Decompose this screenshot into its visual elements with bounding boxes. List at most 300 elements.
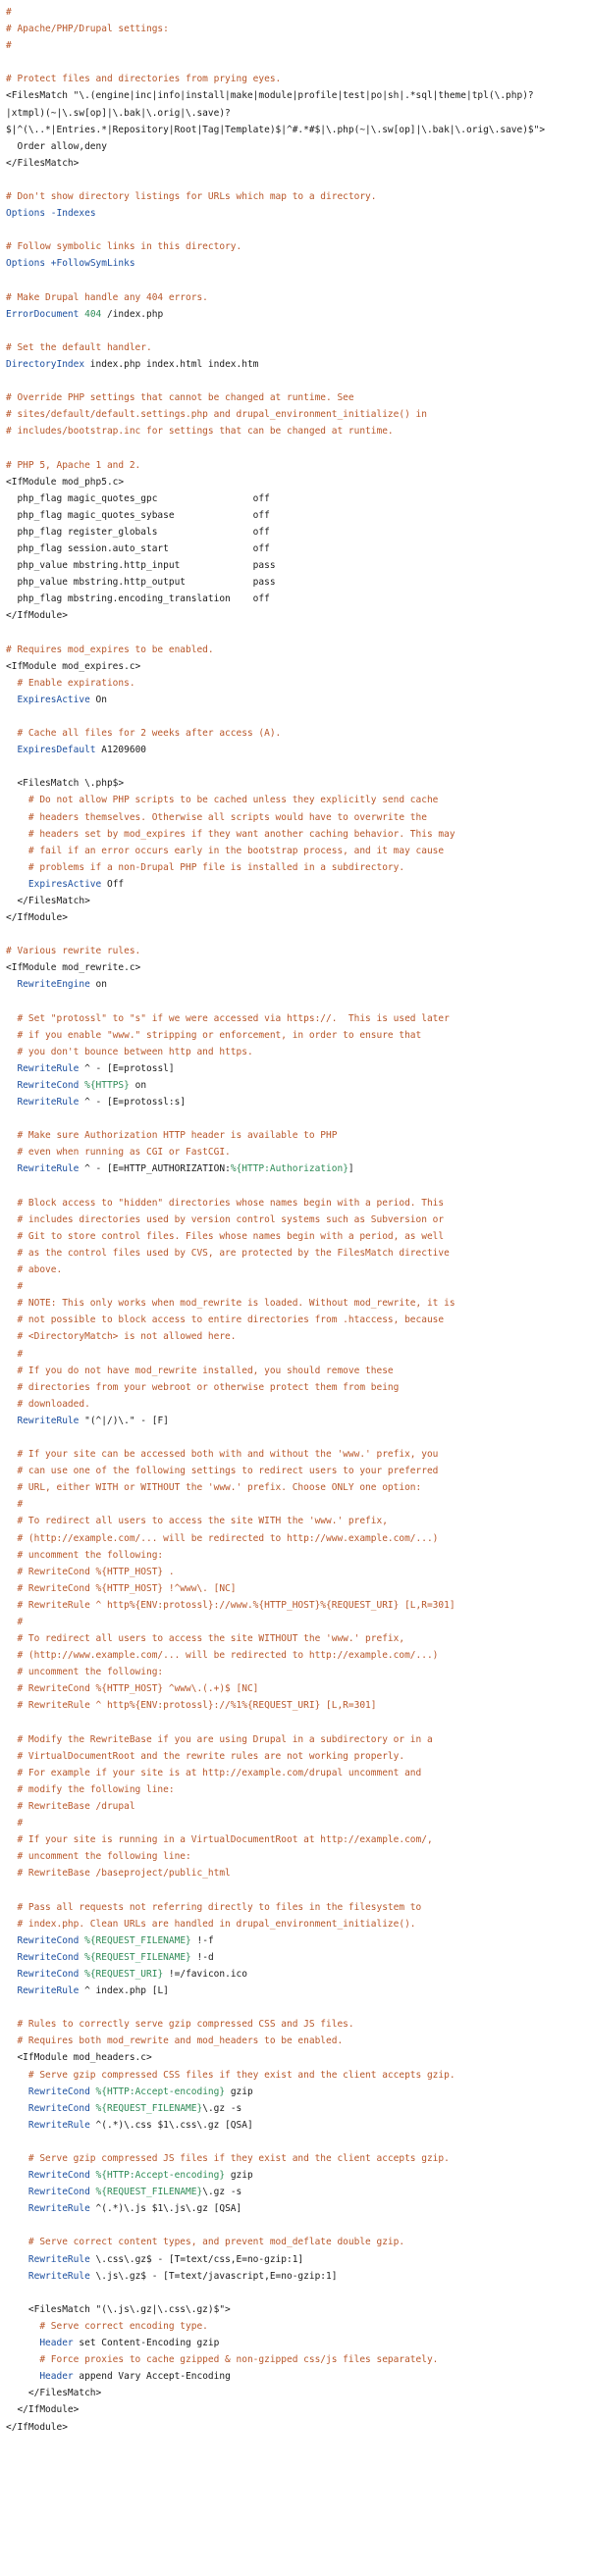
code-line xyxy=(6,273,583,289)
code-line xyxy=(6,1160,583,1177)
comment-token: # uncomment the following line: xyxy=(6,1851,191,1863)
comment-token: # includes/bootstrap.inc for settings that can be changed at runtime. xyxy=(6,426,394,438)
comment-token: # RewriteCond %{HTTP_HOST} !^www\. [NC] xyxy=(6,1582,237,1594)
code-line xyxy=(6,1010,583,1027)
comment-token: # Set "protossl" to "s" if we were accessed via https://. This is used later xyxy=(6,1012,450,1024)
comment-token: # problems if a non-Drupal PHP file is installed in a subdirectory. xyxy=(6,861,405,873)
code-line xyxy=(6,1060,583,1077)
code-line xyxy=(6,188,583,205)
comment-token: # not possible to block access to entire directories from .htaccess, because xyxy=(6,1314,445,1326)
code-line xyxy=(6,1463,583,1479)
comment-token: # RewriteCond %{HTTP_HOST} ^www\.(.+)$ [NC] xyxy=(6,1683,259,1695)
code-line xyxy=(6,1077,583,1094)
code-line xyxy=(6,692,583,708)
code-line xyxy=(6,238,583,255)
variable-token: %{HTTP:Accept-encoding} xyxy=(95,2170,226,2182)
directive-token: RewriteRule xyxy=(17,1062,80,1074)
code-line xyxy=(6,2285,583,2301)
comment-token: # If your site is running in a VirtualDocumentRoot at http://example.com/, xyxy=(6,1834,433,1846)
code-line xyxy=(6,1429,583,1446)
code-line xyxy=(6,222,583,238)
code-line xyxy=(6,1983,583,1999)
code-token: <FilesMatch \.php$> xyxy=(6,778,125,790)
comment-token: # sites/default/default.settings.php and drupal_environment_initialize() in xyxy=(6,409,427,421)
code-line xyxy=(6,2268,583,2285)
variable-token: %{REQUEST_FILENAME} xyxy=(95,2102,203,2114)
code-line xyxy=(6,557,583,574)
code-token: <IfModule mod_headers.c> xyxy=(6,2052,152,2064)
code-line xyxy=(6,155,583,172)
comment-token: # To redirect all users to access the site WITHOUT the 'www.' prefix, xyxy=(6,1633,405,1645)
code-line xyxy=(6,2385,583,2401)
code-token: gzip xyxy=(225,2170,253,2182)
code-line xyxy=(6,574,583,591)
code-token: set Content-Encoding gzip xyxy=(73,2338,220,2349)
comment-token: # fail if an error occurs early in the bootstrap process, and it may cause xyxy=(6,845,445,856)
code-line xyxy=(6,893,583,909)
code-token: </IfModule> xyxy=(6,610,68,622)
code-line xyxy=(6,122,583,138)
comment-token: # Block access to "hidden" directories whose names begin with a period. This xyxy=(6,1197,445,1209)
code-token: index.php index.html index.htm xyxy=(84,358,259,370)
code-line xyxy=(6,607,583,624)
code-line xyxy=(6,105,583,122)
code-line xyxy=(6,2251,583,2268)
code-line xyxy=(6,323,583,339)
code-line xyxy=(6,876,583,893)
code-token: /index.php xyxy=(101,308,164,320)
code-line xyxy=(6,959,583,976)
code-line xyxy=(6,2301,583,2318)
code-line xyxy=(6,1999,583,2016)
code-line xyxy=(6,758,583,775)
directive-token: RewriteCond xyxy=(27,2187,90,2198)
directive-token: RewriteRule xyxy=(17,1097,80,1108)
code-token: !-f xyxy=(190,1934,214,1946)
code-token: </IfModule> xyxy=(6,912,68,924)
code-line xyxy=(6,2368,583,2385)
code-line xyxy=(6,373,583,389)
code-line xyxy=(6,859,583,876)
code-token: ] xyxy=(348,1163,354,1175)
code-line xyxy=(6,658,583,675)
directive-token: Options xyxy=(6,258,46,270)
comment-token: # VirtualDocumentRoot and the rewrite rules are not working properly. xyxy=(6,1750,405,1762)
code-line xyxy=(6,1094,583,1110)
code-token xyxy=(6,1080,17,1091)
code-line xyxy=(6,1110,583,1127)
code-line xyxy=(6,1479,583,1496)
code-line xyxy=(6,2318,583,2335)
code-token: <IfModule mod_php5.c> xyxy=(6,476,125,488)
comment-token: # (http://www.example.com/... will be redirected to http://example.com/...) xyxy=(6,1650,439,1662)
code-line xyxy=(6,457,583,474)
directive-token: Header xyxy=(39,2371,74,2383)
code-token xyxy=(6,2170,28,2181)
code-line xyxy=(6,2234,583,2250)
comment-token: # Make Drupal handle any 404 errors. xyxy=(6,291,208,303)
code-line xyxy=(6,2100,583,2117)
code-token: On xyxy=(89,694,107,705)
code-line xyxy=(6,1312,583,1328)
code-token: \.js\.gz$ - [T=text/javascript,E=no-gzip:1] xyxy=(89,2270,338,2282)
code-token: <IfModule mod_expires.c> xyxy=(6,660,141,672)
directive-token: Options xyxy=(6,208,46,220)
code-line xyxy=(6,439,583,456)
comment-token: # can use one of the following settings to redirect users to your preferred xyxy=(6,1466,439,1477)
code-line xyxy=(6,1044,583,1060)
code-line xyxy=(6,389,583,406)
code-token: php_flag mbstring.encoding_translation off xyxy=(6,593,270,605)
code-token xyxy=(6,1163,17,1174)
comment-token: # NOTE: This only works when mod_rewrite is loaded. Without mod_rewrite, it is xyxy=(6,1298,455,1310)
code-token: append Vary Accept-Encoding xyxy=(73,2371,231,2383)
code-token: Order allow,deny xyxy=(6,140,107,152)
directive-token: -Indexes xyxy=(50,208,96,220)
code-token: !-d xyxy=(190,1951,214,1963)
directive-token: DirectoryIndex xyxy=(6,358,85,370)
directive-token: RewriteRule xyxy=(27,2270,90,2282)
comment-token: # Do not allow PHP scripts to be cached unless they explicitly send cache xyxy=(6,795,439,806)
comment-token: # xyxy=(6,1348,24,1360)
code-line xyxy=(6,2117,583,2134)
code-line xyxy=(6,675,583,692)
code-line xyxy=(6,1848,583,1865)
code-line xyxy=(6,524,583,541)
code-line xyxy=(6,1966,583,1983)
directive-token: RewriteCond xyxy=(27,2102,90,2114)
code-line xyxy=(6,1680,583,1697)
comment-token: # Git to store control files. Files whose names begin with a period, as well xyxy=(6,1230,445,1242)
directive-token: RewriteCond xyxy=(17,1951,80,1963)
comment-token: # Serve gzip compressed JS files if they exist and the client accepts gzip. xyxy=(6,2153,450,2164)
code-token: Off xyxy=(101,878,125,890)
code-line xyxy=(6,1697,583,1714)
code-line xyxy=(6,624,583,641)
code-line xyxy=(6,1564,583,1580)
code-token: </IfModule> xyxy=(6,2421,68,2433)
code-token xyxy=(6,2103,28,2114)
code-token: ^(.*)\.css $1\.css\.gz [QSA] xyxy=(89,2119,253,2131)
code-token: php_flag magic_quotes_gpc off xyxy=(6,492,270,504)
code-line xyxy=(6,725,583,742)
comment-token: # PHP 5, Apache 1 and 2. xyxy=(6,459,141,471)
code-token xyxy=(6,879,28,890)
code-line xyxy=(6,1127,583,1144)
code-token xyxy=(6,1935,17,1946)
code-line xyxy=(6,1413,583,1429)
code-line xyxy=(6,2049,583,2066)
directive-token: RewriteRule xyxy=(17,1163,80,1175)
code-line xyxy=(6,71,583,87)
code-token: !=/favicon.ico xyxy=(163,1968,247,1980)
variable-token: %{REQUEST_URI} xyxy=(84,1968,164,1980)
code-line xyxy=(6,2150,583,2167)
comment-token: # Serve gzip compressed CSS files if they exist and the client accepts gzip. xyxy=(6,2069,455,2081)
code-line xyxy=(6,792,583,808)
code-line xyxy=(6,1396,583,1413)
code-line xyxy=(6,1346,583,1363)
code-token xyxy=(6,2254,28,2265)
code-token xyxy=(6,2271,28,2282)
code-token: \.gz -s xyxy=(202,2102,242,2114)
comment-token: # downloaded. xyxy=(6,1398,90,1410)
directive-token: RewriteRule xyxy=(27,2253,90,2265)
code-token xyxy=(6,1063,17,1074)
code-line xyxy=(6,994,583,1010)
code-token: </FilesMatch> xyxy=(6,895,90,906)
code-line xyxy=(6,490,583,507)
code-line xyxy=(6,1245,583,1262)
code-line xyxy=(6,2134,583,2150)
comment-token: # headers themselves. Otherwise all scripts would have to overwrite the xyxy=(6,811,427,823)
comment-token: # Override PHP settings that cannot be changed at runtime. See xyxy=(6,392,354,404)
code-line xyxy=(6,1295,583,1312)
code-line xyxy=(6,1781,583,1798)
code-line xyxy=(6,1765,583,1781)
code-line xyxy=(6,1228,583,1245)
code-line xyxy=(6,507,583,524)
code-line xyxy=(6,54,583,71)
code-line xyxy=(6,2167,583,2184)
code-line xyxy=(6,1614,583,1630)
code-token: ^ - [E=HTTP_AUTHORIZATION: xyxy=(79,1163,231,1175)
code-line xyxy=(6,926,583,943)
comment-token: # includes directories used by version control systems such as Subversion or xyxy=(6,1213,445,1225)
code-line xyxy=(6,1715,583,1731)
code-line xyxy=(6,1328,583,1345)
code-token xyxy=(6,2203,28,2214)
comment-token: # Various rewrite rules. xyxy=(6,946,141,957)
directive-token: RewriteRule xyxy=(27,2119,90,2131)
code-line xyxy=(6,809,583,826)
code-line xyxy=(6,742,583,758)
comment-token: # Apache/PHP/Drupal settings: xyxy=(6,24,169,35)
comment-token: # Set the default handler. xyxy=(6,341,152,353)
comment-token: # Requires mod_expires to be enabled. xyxy=(6,644,214,655)
code-token xyxy=(6,2087,28,2097)
code-line xyxy=(6,591,583,607)
comment-token: # above. xyxy=(6,1264,63,1276)
code-line xyxy=(6,306,583,323)
code-token: php_flag register_globals off xyxy=(6,526,270,538)
directive-token: ErrorDocument xyxy=(6,308,80,320)
code-token: A1209600 xyxy=(95,745,147,756)
code-line xyxy=(6,2084,583,2100)
code-line xyxy=(6,909,583,926)
code-line xyxy=(6,1144,583,1160)
code-token: php_value mbstring.http_input pass xyxy=(6,560,276,572)
code-token: </FilesMatch> xyxy=(6,2388,102,2399)
comment-token: # xyxy=(6,1617,24,1627)
code-line xyxy=(6,1647,583,1664)
code-line xyxy=(6,1899,583,1916)
code-line xyxy=(6,1815,583,1831)
code-line xyxy=(6,541,583,557)
code-line xyxy=(6,1278,583,1295)
code-line xyxy=(6,37,583,54)
code-token: ^ index.php [L] xyxy=(79,1985,169,1997)
code-token: \.css\.gz$ - [T=text/css,E=no-gzip:1] xyxy=(89,2253,304,2265)
comment-token: # xyxy=(6,1281,24,1293)
code-token xyxy=(6,979,17,990)
code-token: <IfModule mod_rewrite.c> xyxy=(6,962,141,974)
code-line xyxy=(6,1580,583,1597)
code-line xyxy=(6,1798,583,1815)
code-line xyxy=(6,775,583,792)
code-line xyxy=(6,1949,583,1966)
code-line xyxy=(6,205,583,222)
code-line xyxy=(6,1262,583,1278)
directive-token: Header xyxy=(39,2338,74,2349)
code-line xyxy=(6,1178,583,1195)
code-token: $|^(\..*|Entries.*|Repository|Root|Tag|Template)$|^#.*#$|\.php(~|\.sw[op]|\.bak|\.orig\.save)$"> xyxy=(6,124,546,135)
code-token xyxy=(6,2187,28,2197)
comment-token: # Requires both mod_rewrite and mod_headers to be enabled. xyxy=(6,2035,344,2047)
comment-token: # Rules to correctly serve gzip compressed CSS and JS files. xyxy=(6,2019,354,2031)
code-token xyxy=(6,2338,39,2348)
code-line xyxy=(6,1195,583,1211)
comment-token: # For example if your site is at http://example.com/drupal uncomment and xyxy=(6,1767,422,1778)
code-line xyxy=(6,943,583,959)
comment-token: # URL, either WITH or WITHOUT the 'www.' prefix. Choose ONLY one option: xyxy=(6,1482,422,1494)
comment-token: # Serve correct content types, and prevent mod_deflate double gzip. xyxy=(6,2237,405,2248)
variable-token: %{REQUEST_FILENAME} xyxy=(95,2187,203,2198)
code-line xyxy=(6,1831,583,1848)
code-token xyxy=(6,2371,39,2382)
directive-token: RewriteRule xyxy=(27,2203,90,2215)
comment-token: # directories from your webroot or otherwise protect them from being xyxy=(6,1381,400,1393)
comment-token: # modify the following line: xyxy=(6,1783,175,1795)
code-line xyxy=(6,1664,583,1680)
code-line xyxy=(6,1748,583,1765)
variable-token: %{HTTP:Accept-encoding} xyxy=(95,2086,226,2097)
code-token: on xyxy=(129,1080,147,1091)
comment-token: # you don't bounce between http and https. xyxy=(6,1046,253,1057)
code-line xyxy=(6,1363,583,1379)
comment-token: # Follow symbolic links in this directory. xyxy=(6,241,242,253)
code-line xyxy=(6,1027,583,1044)
code-line xyxy=(6,1547,583,1564)
code-line xyxy=(6,1446,583,1463)
code-line xyxy=(6,2184,583,2200)
code-line xyxy=(6,172,583,188)
comment-token: # uncomment the following: xyxy=(6,1667,164,1678)
code-line xyxy=(6,2033,583,2049)
comment-token: # To redirect all users to access the site WITH the 'www.' prefix, xyxy=(6,1516,388,1527)
code-line xyxy=(6,406,583,423)
code-line xyxy=(6,138,583,155)
comment-token: # headers set by mod_expires if they want another caching behavior. This may xyxy=(6,828,455,840)
code-line xyxy=(6,339,583,356)
code-line xyxy=(6,255,583,272)
comment-token: # If you do not have mod_rewrite installed, you should remove these xyxy=(6,1365,394,1376)
comment-token: # RewriteBase /baseproject/public_html xyxy=(6,1868,231,1880)
variable-token: %{HTTPS} xyxy=(84,1080,130,1091)
code-line xyxy=(6,1932,583,1949)
comment-token: # xyxy=(6,1818,24,1829)
code-line xyxy=(6,1379,583,1396)
code-token: on xyxy=(89,979,107,991)
comment-token: # RewriteRule ^ http%{ENV:protossl}://www.%{HTTP_HOST}%{REQUEST_URI} [L,R=301] xyxy=(6,1599,455,1611)
code-token: php_flag magic_quotes_sybase off xyxy=(6,509,270,521)
code-token: <FilesMatch "(\.js\.gz|\.css\.gz)$"> xyxy=(6,2303,231,2315)
directive-token: RewriteCond xyxy=(27,2086,90,2097)
code-token xyxy=(6,1985,17,1996)
comment-token: # Don't show directory listings for URLs which map to a directory. xyxy=(6,191,377,203)
code-line xyxy=(6,87,583,104)
comment-token: # RewriteRule ^ http%{ENV:protossl}://%1%{REQUEST_URI} [L,R=301] xyxy=(6,1700,377,1712)
directive-token: ExpiresDefault xyxy=(17,745,96,756)
comment-token: # Cache all files for 2 weeks after access (A). xyxy=(6,728,282,740)
code-line xyxy=(6,642,583,658)
code-line xyxy=(6,2419,583,2436)
code-token: php_flag session.auto_start off xyxy=(6,543,270,554)
comment-token: # RewriteCond %{HTTP_HOST} . xyxy=(6,1566,175,1577)
code-line xyxy=(6,708,583,725)
code-line xyxy=(6,843,583,859)
code-line xyxy=(6,1597,583,1614)
code-token: php_value mbstring.http_output pass xyxy=(6,577,276,589)
directive-token: ExpiresActive xyxy=(27,878,102,890)
code-line xyxy=(6,826,583,843)
code-token: "(^|/)\." - [F] xyxy=(79,1415,169,1426)
code-line xyxy=(6,2217,583,2234)
variable-token: 404 xyxy=(84,308,102,320)
code-token: |xtmpl)(~|\.sw[op]|\.bak|\.orig|\.save)? xyxy=(6,107,231,119)
code-line xyxy=(6,2351,583,2368)
code-line xyxy=(6,289,583,306)
code-token xyxy=(6,1969,17,1980)
code-token xyxy=(6,1097,17,1108)
comment-token: # RewriteBase /drupal xyxy=(6,1801,135,1813)
comment-token: # (http://example.com/... will be redirected to http://www.example.com/...) xyxy=(6,1532,439,1544)
code-token: ^ - [E=protossl:s] xyxy=(79,1097,187,1108)
code-token xyxy=(6,1952,17,1963)
comment-token: # Force proxies to cache gzipped & non-gzipped css/js files separately. xyxy=(6,2354,439,2366)
directive-token: ExpiresActive xyxy=(17,694,90,705)
directive-token: RewriteCond xyxy=(17,1934,80,1946)
code-line xyxy=(6,2016,583,2033)
comment-token: # if you enable "www." stripping or enforcement, in order to ensure that xyxy=(6,1029,422,1041)
code-token xyxy=(6,745,17,755)
comment-token: # uncomment the following: xyxy=(6,1549,164,1561)
code-line xyxy=(6,1211,583,1228)
comment-token: # index.php. Clean URLs are handled in drupal_environment_initialize(). xyxy=(6,1918,416,1930)
code-line xyxy=(6,1882,583,1899)
directive-token: RewriteCond xyxy=(17,1968,80,1980)
comment-token: # even when running as CGI or FastCGI. xyxy=(6,1147,231,1159)
code-line xyxy=(6,1916,583,1932)
comment-token: # Pass all requests not referring directly to files in the filesystem to xyxy=(6,1901,422,1913)
code-line xyxy=(6,2067,583,2084)
comment-token: # Modify the RewriteBase if you are using Drupal in a subdirectory or in a xyxy=(6,1733,433,1745)
comment-token: # as the control files used by CVS, are protected by the FilesMatch directive xyxy=(6,1247,450,1259)
code-token xyxy=(6,2120,28,2131)
directive-token: RewriteCond xyxy=(17,1080,80,1091)
code-token xyxy=(6,1416,17,1426)
comment-token: # <DirectoryMatch> is not allowed here. xyxy=(6,1331,237,1343)
code-line xyxy=(6,1530,583,1547)
code-line xyxy=(6,2200,583,2217)
code-line xyxy=(6,976,583,993)
directive-token: RewriteEngine xyxy=(17,979,90,991)
code-line xyxy=(6,1865,583,1881)
code-line xyxy=(6,474,583,490)
comment-token: # Protect files and directories from prying eyes. xyxy=(6,74,282,85)
comment-token: # Make sure Authorization HTTP header is available to PHP xyxy=(6,1130,338,1142)
code-token: <FilesMatch "\.(engine|inc|info|install|make|module|profile|test|po|sh|.*sql|theme|tpl(\.php)? xyxy=(6,90,534,102)
